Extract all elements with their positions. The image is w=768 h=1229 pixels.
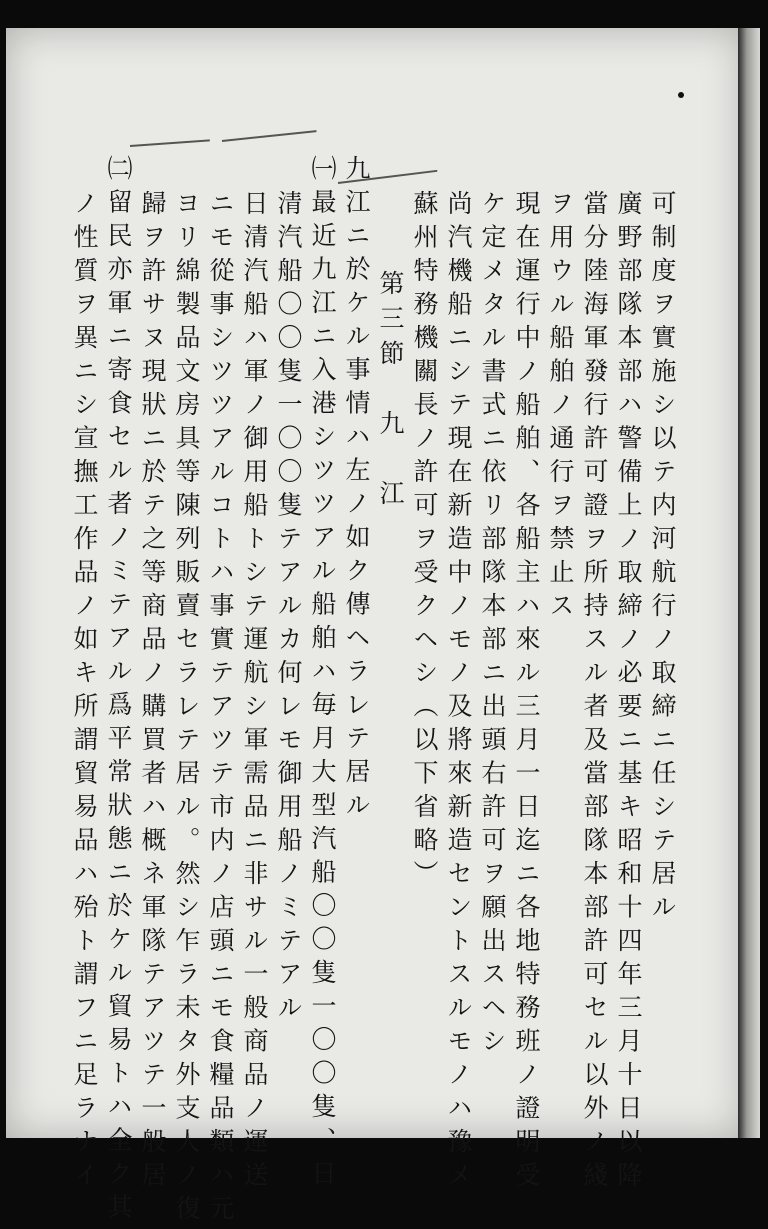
item-1-column-2: 清汽船〇〇隻一〇〇隻テアルカ何レモ御用船ノミテアル [274,190,303,1028]
item-1-column-3: 日清汽船ハ軍ノ御用船トシテ運航シ軍需品ニ非サル一般商品ノ運送 [240,190,269,1195]
text-column-3: 當分陸海軍發行許可證ヲ所持スル者及當部隊本部許可セル以外ノ綫 [580,190,609,1195]
item-2-column-2: ノ性質ヲ異ニシ宣撫工作品ノ如キ所謂貿易品ハ殆ト謂フニ足ラナイ [70,190,99,1195]
item-1-column-6: 歸ヲ許サヌ現狀ニ於テ之等商品ノ購買者ハ概ネ軍隊テアツテ一般居 [138,190,167,1195]
text-column-7: 尚汽機船ニシテ現在新造中ノモノ及將來新造セントスルモノハ豫メ [444,190,473,1195]
text-column-8: 蘇州特務機關長ノ許可ヲ受クヘシ（以下省略） [410,190,439,894]
item-1-column-5: ヨリ綿製品文房具等陳列販賣セラレテ居ル。然シ乍ラ未タ外支人ノ復 [172,190,201,1229]
section-heading: 第三節 九 江 [376,270,405,515]
ink-dot [678,92,684,98]
text-column-2: 廣野部隊本部ハ警備上ノ取締ノ必要ニ基キ昭和十四年三月十日以降 [614,190,643,1195]
page-spine-edge [738,28,760,1138]
item-1-column-4: ニモ從事シツツアルコトハ事實テアツテ市内ノ店頭ニモ食糧品類ハ元 [206,190,235,1229]
text-column-1: 可制度ヲ實施シ以テ内河航行ノ取締ニ任シテ居ル [648,190,677,927]
item-1-column-1: ㈠最近九江ニ入港シツツアル船舶ハ毎月大型汽船〇〇隻一〇〇隻、日 [308,155,337,1194]
item-2-column-1: ㈡留民亦軍ニ寄食セル者ノミテアル爲平常狀態ニ於ケル貿易トハ全ク其 [104,155,133,1227]
text-column-5: 現在運行中ノ船舶、各船主ハ來ル三月一日迄ニ各地特務班ノ證明受 [512,190,541,1195]
text-column-4: ヲ用ウル船舶ノ通行ヲ禁止ス [546,190,575,626]
text-column-6: ケ定メタル書式ニ依リ部隊本部ニ出頭右許可ヲ願出スヘシ [478,190,507,1061]
text-column-10: 九江ニ於ケル事情ハ左ノ如ク傳ヘラレテ居ル [342,155,371,825]
